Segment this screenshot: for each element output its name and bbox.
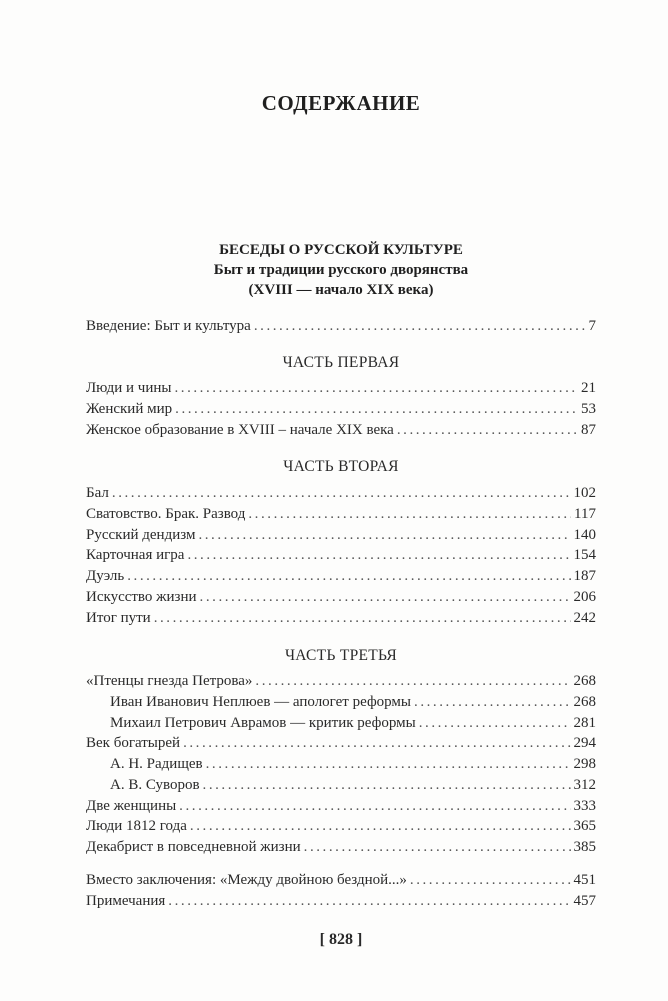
- entry-page: 7: [588, 318, 596, 334]
- entry-page: 268: [573, 673, 596, 689]
- entry-title: Люди и чины: [86, 380, 172, 396]
- part-entries: [86, 671, 596, 858]
- intro-entry: [86, 316, 596, 337]
- toc-subentry[interactable]: [86, 754, 596, 775]
- entry-title: Век богатырей: [86, 735, 181, 752]
- dot-leader: [254, 316, 586, 337]
- part-entries: [86, 483, 596, 628]
- entry-page: 268: [573, 693, 596, 710]
- dot-leader: [419, 713, 571, 734]
- toc-entry[interactable]: [86, 483, 596, 504]
- part-heading: ЧАСТЬ ТРЕТЬЯ: [284, 647, 398, 664]
- entry-title: Введение: Быт и культура: [86, 318, 251, 334]
- entry-title: Люди 1812 года: [86, 818, 187, 835]
- entry-title: Две женщины: [86, 797, 177, 814]
- entry-title: Дуэль: [86, 568, 125, 584]
- entry-page: 281: [573, 714, 596, 731]
- part-heading: ЧАСТЬ ВТОРАЯ: [283, 458, 399, 475]
- toc-subentry[interactable]: [86, 775, 596, 796]
- toc-entry[interactable]: [86, 816, 596, 837]
- entry-title: А. В. Суворов: [110, 776, 200, 793]
- entry-page: 187: [573, 568, 596, 584]
- entry-title: Русский дендизм: [86, 526, 196, 543]
- entry-page: 365: [573, 818, 596, 835]
- dot-leader: [190, 816, 571, 837]
- page-title: СОДЕРЖАНИЕ: [261, 91, 421, 115]
- dot-leader: [187, 545, 570, 566]
- toc-entry[interactable]: [86, 587, 596, 608]
- toc-entry[interactable]: [86, 671, 596, 692]
- entry-title: Искусство жизни: [86, 588, 197, 605]
- dot-leader: [304, 837, 571, 858]
- entry-page: 102: [573, 485, 596, 501]
- toc-subentry[interactable]: [86, 713, 596, 734]
- toc-entry[interactable]: [86, 399, 596, 420]
- entry-page: 298: [573, 756, 596, 772]
- entry-title: Вместо заключения: «Между двойною бездной...»: [86, 872, 407, 888]
- dot-leader: [203, 775, 571, 796]
- dot-leader: [198, 525, 570, 546]
- entry-title: Женский мир: [86, 400, 173, 417]
- toc-entry[interactable]: [86, 545, 596, 566]
- dot-leader: [179, 796, 570, 817]
- dot-leader: [168, 891, 570, 912]
- entry-page: 154: [573, 547, 596, 564]
- entry-title: А. Н. Радищев: [110, 756, 203, 772]
- dot-leader: [410, 870, 571, 891]
- entry-title: Карточная игра: [86, 547, 185, 564]
- entry-page: 87: [581, 421, 596, 438]
- dot-leader: [154, 608, 571, 629]
- entry-page: 312: [573, 776, 596, 793]
- entry-page: 333: [573, 797, 596, 814]
- entry-page: 457: [573, 892, 596, 909]
- dot-leader: [200, 587, 571, 608]
- closing-entries: [86, 870, 596, 912]
- part-heading: ЧАСТЬ ПЕРВАЯ: [282, 354, 400, 371]
- entry-page: 451: [573, 872, 596, 888]
- toc-entry[interactable]: [86, 566, 596, 587]
- book-period: (XVIII — начало XIX века): [248, 282, 434, 298]
- entry-page: 117: [574, 505, 596, 522]
- entry-title: «Птенцы гнезда Петрова»: [86, 673, 253, 689]
- entry-title: Михаил Петрович Аврамов — критик реформы: [110, 714, 416, 731]
- toc-entry[interactable]: [86, 891, 596, 912]
- entry-page: 21: [581, 380, 596, 396]
- dot-leader: [248, 504, 571, 525]
- toc-entry[interactable]: [86, 504, 596, 525]
- entry-title: Итог пути: [86, 609, 151, 626]
- entry-title: Сватовство. Брак. Развод: [86, 505, 246, 522]
- part-entries: [86, 378, 596, 440]
- entry-page: 385: [573, 839, 596, 855]
- toc-entry[interactable]: [86, 378, 596, 399]
- toc-entry[interactable]: [86, 870, 596, 891]
- entry-page: 294: [573, 735, 596, 752]
- entry-title: Женское образование в XVIII – начале XIX века: [86, 421, 394, 438]
- entry-page: 242: [573, 609, 596, 626]
- entry-page: 140: [573, 526, 596, 543]
- entry-page: 206: [573, 588, 596, 605]
- toc-subentry[interactable]: [86, 692, 596, 713]
- page-number: [ 828 ]: [319, 931, 363, 948]
- dot-leader: [206, 754, 571, 775]
- toc-entry[interactable]: [86, 733, 596, 754]
- toc-entry[interactable]: [86, 525, 596, 546]
- entry-title: Примечания: [86, 892, 166, 909]
- entry-title: Бал: [86, 485, 109, 501]
- dot-leader: [397, 420, 578, 441]
- book-title: БЕСЕДЫ О РУССКОЙ КУЛЬТУРЕ: [219, 242, 463, 258]
- dot-leader: [255, 671, 570, 692]
- toc-entry[interactable]: [86, 796, 596, 817]
- dot-leader: [414, 692, 570, 713]
- dot-leader: [112, 483, 571, 504]
- dot-leader: [175, 399, 578, 420]
- toc-entry[interactable]: [86, 316, 596, 337]
- toc-entry[interactable]: [86, 420, 596, 441]
- dot-leader: [127, 566, 570, 587]
- toc-entry[interactable]: [86, 837, 596, 858]
- book-heading: [86, 240, 596, 300]
- book-subtitle: Быт и традиции русского дворянства: [213, 262, 469, 278]
- dot-leader: [183, 733, 570, 754]
- entry-title: Иван Иванович Неплюев — апологет реформы: [110, 693, 412, 710]
- toc-entry[interactable]: [86, 608, 596, 629]
- dot-leader: [174, 378, 578, 399]
- entry-title: Декабрист в повседневной жизни: [86, 839, 301, 855]
- entry-page: 53: [581, 400, 596, 417]
